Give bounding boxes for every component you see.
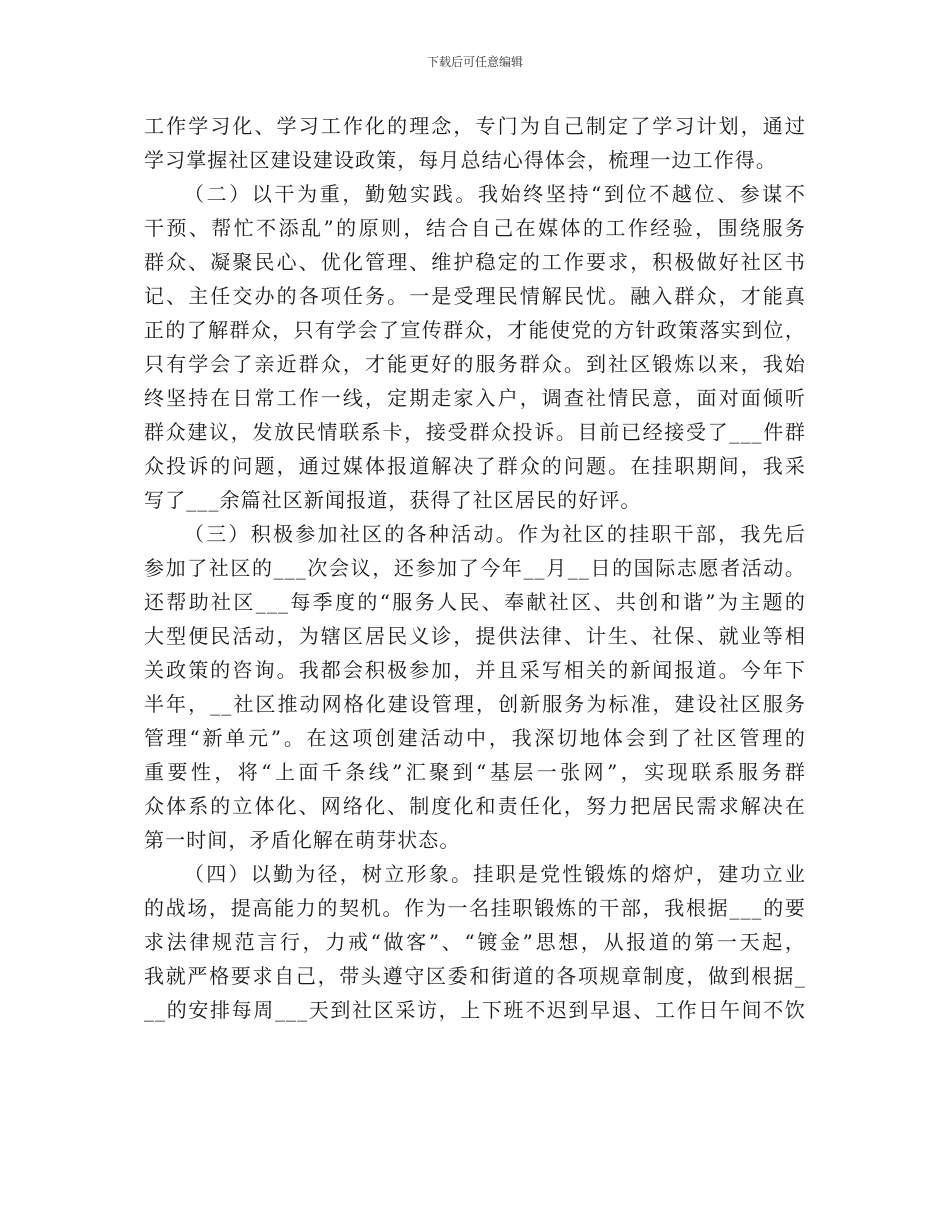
text-line: 求法律规范言行，力戒“做客”、“镀金”思想，从报道的第一天起， bbox=[144, 930, 806, 954]
page-header-note: 下载后可任意编辑 bbox=[426, 55, 523, 69]
text-line: 重要性，将“上面千条线”汇聚到“基层一张网”，实现联系服务群 bbox=[144, 760, 806, 784]
text-line: 关政策的咨询。我都会积极参加，并且采写相关的新闻报道。今年下 bbox=[144, 658, 806, 682]
text-line: 正的了解群众，只有学会了宣传群众，才能使党的方针政策落实到位， bbox=[144, 318, 806, 342]
text-line: 干预、帮忙不添乱”的原则，结合自己在媒体的工作经验，围绕服务 bbox=[144, 216, 806, 240]
text-line: 还帮助社区___每季度的“服务人民、奉献社区、共创和谐”为主题的 bbox=[144, 590, 806, 614]
paragraph-start-line: （三）积极参加社区的各种活动。作为社区的挂职干部，我先后 bbox=[184, 522, 806, 546]
text-line: 众投诉的问题，通过媒体报道解决了群众的问题。在挂职期间，我采 bbox=[144, 454, 806, 478]
text-line: 众体系的立体化、网络化、制度化和责任化，努力把居民需求解决在 bbox=[144, 794, 806, 818]
text-line: 管理“新单元”。在这项创建活动中，我深切地体会到了社区管理的 bbox=[144, 726, 806, 750]
text-line: 半年，__社区推动网格化建设管理，创新服务为标准，建设社区服务 bbox=[144, 692, 806, 716]
text-line: 参加了社区的___次会议，还参加了今年__月__日的国际志愿者活动。 bbox=[144, 556, 806, 580]
text-line: 群众、凝聚民心、优化管理、维护稳定的工作要求，积极做好社区书 bbox=[144, 250, 806, 274]
text-line: 只有学会了亲近群众，才能更好的服务群众。到社区锻炼以来，我始 bbox=[144, 352, 806, 376]
text-line: 群众建议，发放民情联系卡，接受群众投诉。目前已经接受了___件群 bbox=[144, 420, 806, 444]
text-line: 学习掌握社区建设建设政策，每月总结心得体会，梳理一边工作得。 bbox=[144, 148, 777, 172]
text-line: 终坚持在日常工作一线，定期走家入户，调查社情民意，面对面倾听 bbox=[144, 386, 806, 410]
text-line: 第一时间，矛盾化解在萌芽状态。 bbox=[144, 828, 461, 852]
text-line: 写了___余篇社区新闻报道，获得了社区居民的好评。 bbox=[144, 488, 642, 512]
document-body bbox=[144, 109, 806, 1027]
text-line: 的战场，提高能力的契机。作为一名挂职锻炼的干部，我根据___的要 bbox=[144, 896, 806, 920]
text-line: 我就严格要求自己，带头遵守区委和街道的各项规章制度，做到根据_ bbox=[144, 964, 806, 988]
text-line: 记、主任交办的各项任务。一是受理民情解民忧。融入群众，才能真 bbox=[144, 284, 806, 308]
text-line: 大型便民活动，为辖区居民义诊，提供法律、计生、社保、就业等相 bbox=[144, 624, 806, 648]
paragraph-start-line: （四）以勤为径，树立形象。挂职是党性锻炼的熔炉，建功立业 bbox=[184, 862, 806, 886]
paragraph-start-line: （二）以干为重，勤勉实践。我始终坚持“到位不越位、参谋不 bbox=[184, 182, 806, 206]
text-line: __的安排每周___天到社区采访，上下班不迟到早退、工作日午间不饮 bbox=[144, 998, 806, 1022]
text-line: 工作学习化、学习工作化的理念，专门为自己制定了学习计划，通过 bbox=[144, 114, 806, 138]
